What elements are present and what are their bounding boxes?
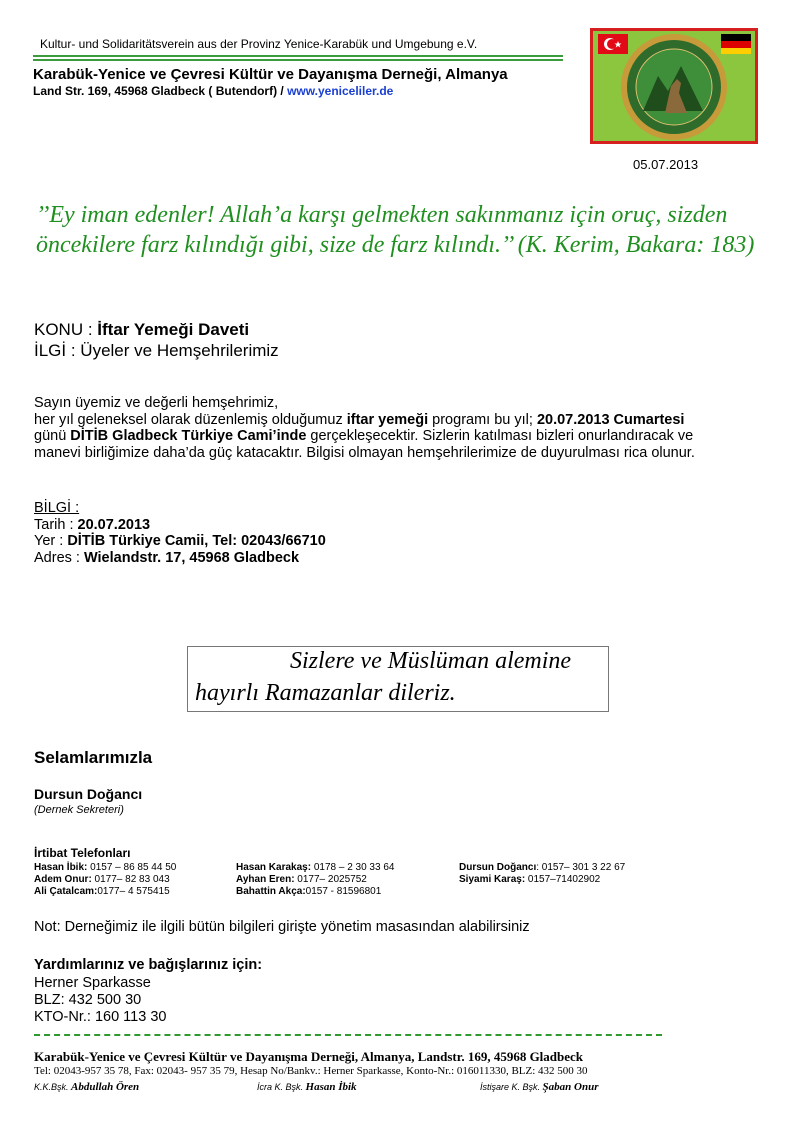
signer-role: (Dernek Sekreteri): [34, 804, 124, 816]
contact-entry: Dursun Doğancı: 0157– 301 3 22 67: [459, 862, 626, 873]
footer-contact: Tel: 02043-957 35 78, Fax: 02043- 957 35 79, Hesap No/Bankv.: Herner Sparkasse, Konto-Nr.: 016011330, BLZ: 432 500 30: [34, 1065, 588, 1077]
donation-title: Yardımlarınız ve bağışlarınız için:: [34, 957, 263, 973]
info-address: Adres : Wielandstr. 17, 45968 Gladbeck: [34, 549, 300, 566]
logo-emblem: [593, 31, 755, 141]
association-name-german: Kultur- und Solidaritätsverein aus der Provinz Yenice-Karabük und Umgebung e.V.: [40, 37, 478, 51]
website-link[interactable]: www.yeniceliler.de: [287, 84, 394, 98]
document-date: 05.07.2013: [633, 157, 699, 172]
germany-flag-icon: [721, 34, 751, 54]
event-info: [34, 500, 326, 566]
contact-entry: Ali Çatalcam:0177– 4 575415: [34, 886, 170, 897]
greeting: Selamlarımızla: [34, 748, 153, 767]
quran-verse: ’’Ey iman edenler! Allah’a karşı gelmekten sakınmanız için oruç, sizden öncekilere farz kılındığı gibi, size de farz kılındı.’’ (K. Kerim, Bakara: 183): [36, 202, 755, 258]
header-divider: [33, 55, 563, 63]
contact-entry: Hasan Karakaş: 0178 – 2 30 33 64: [236, 862, 395, 873]
association-logo: [590, 28, 758, 144]
invitation-body: Sayın üyemiz ve değerli hemşehrimiz, her yıl geleneksel olarak düzenlemiş olduğumuz iftar yemeği programı bu yıl; 20.07.2013 Cumartesi günü DİTİB Gladbeck Türkiye Cami’inde gerçekleşecektir. Sizlerin katılması bizleri onurlandıracak ve manevi birliğimize daha’da güç katacaktır. Bilgisi olmayan hemşehrilerimize de duyurulması rica olunur.: [34, 395, 695, 461]
footer-signature-2: İcra K. Bşk. Hasan İbik: [257, 1081, 357, 1093]
header-address: Land Str. 169, 45968 Gladbeck ( Butendorf) / www.yeniceliler.de: [33, 84, 394, 98]
footer-signature-3: İstişare K. Bşk. Şaban Onur: [480, 1081, 599, 1093]
footer-address: Karabük-Yenice ve Çevresi Kültür ve Dayanışma Derneği, Almanya, Landstr. 169, 45968 Gladbeck: [34, 1049, 584, 1064]
contact-entry: Bahattin Akça:0157 - 81596801: [236, 886, 382, 897]
subject-line: KONU : İftar Yemeği Daveti: [34, 320, 250, 339]
info-title: BİLGİ :: [34, 500, 80, 516]
contacts-column-3: [459, 862, 625, 886]
bank-blz: BLZ: 432 500 30: [34, 992, 142, 1008]
footer-divider: [34, 1034, 662, 1036]
contact-entry: Adem Onur: 0177– 82 83 043: [34, 874, 170, 885]
note: Not: Derneğimiz ile ilgili bütün bilgileri girişte yönetim masasından alabilirsiniz: [34, 919, 530, 935]
contacts-column-1: [34, 862, 176, 898]
info-place: Yer : DİTİB Türkiye Camii, Tel: 02043/66710: [34, 533, 326, 549]
reference-line: İLGİ : Üyeler ve Hemşehrilerimiz: [34, 341, 279, 360]
association-name-turkish: Karabük-Yenice ve Çevresi Kültür ve Dayanışma Derneği, Almanya: [33, 66, 508, 83]
wish-line-2: hayırlı Ramazanlar dileriz.: [195, 680, 456, 706]
footer-signature-1: K.K.Bşk. Abdullah Ören: [34, 1081, 140, 1093]
contact-entry: Hasan İbik: 0157 – 86 85 44 50: [34, 862, 177, 873]
subject-block: [34, 319, 279, 361]
info-date: Tarih : 20.07.2013: [34, 516, 151, 533]
contacts-column-2: [236, 862, 394, 898]
bank-details: [34, 975, 166, 1026]
wish-line-1: Sizlere ve Müslüman alemine: [290, 648, 572, 674]
contact-entry: Ayhan Eren: 0177– 2025752: [236, 874, 367, 885]
bank-account: KTO-Nr.: 160 113 30: [34, 1009, 167, 1025]
signer-name: Dursun Doğancı: [34, 786, 143, 802]
contacts-title: İrtibat Telefonları: [34, 846, 131, 860]
contact-entry: Siyami Karaş: 0157–71402902: [459, 874, 601, 885]
bank-name: Herner Sparkasse: [34, 975, 151, 991]
